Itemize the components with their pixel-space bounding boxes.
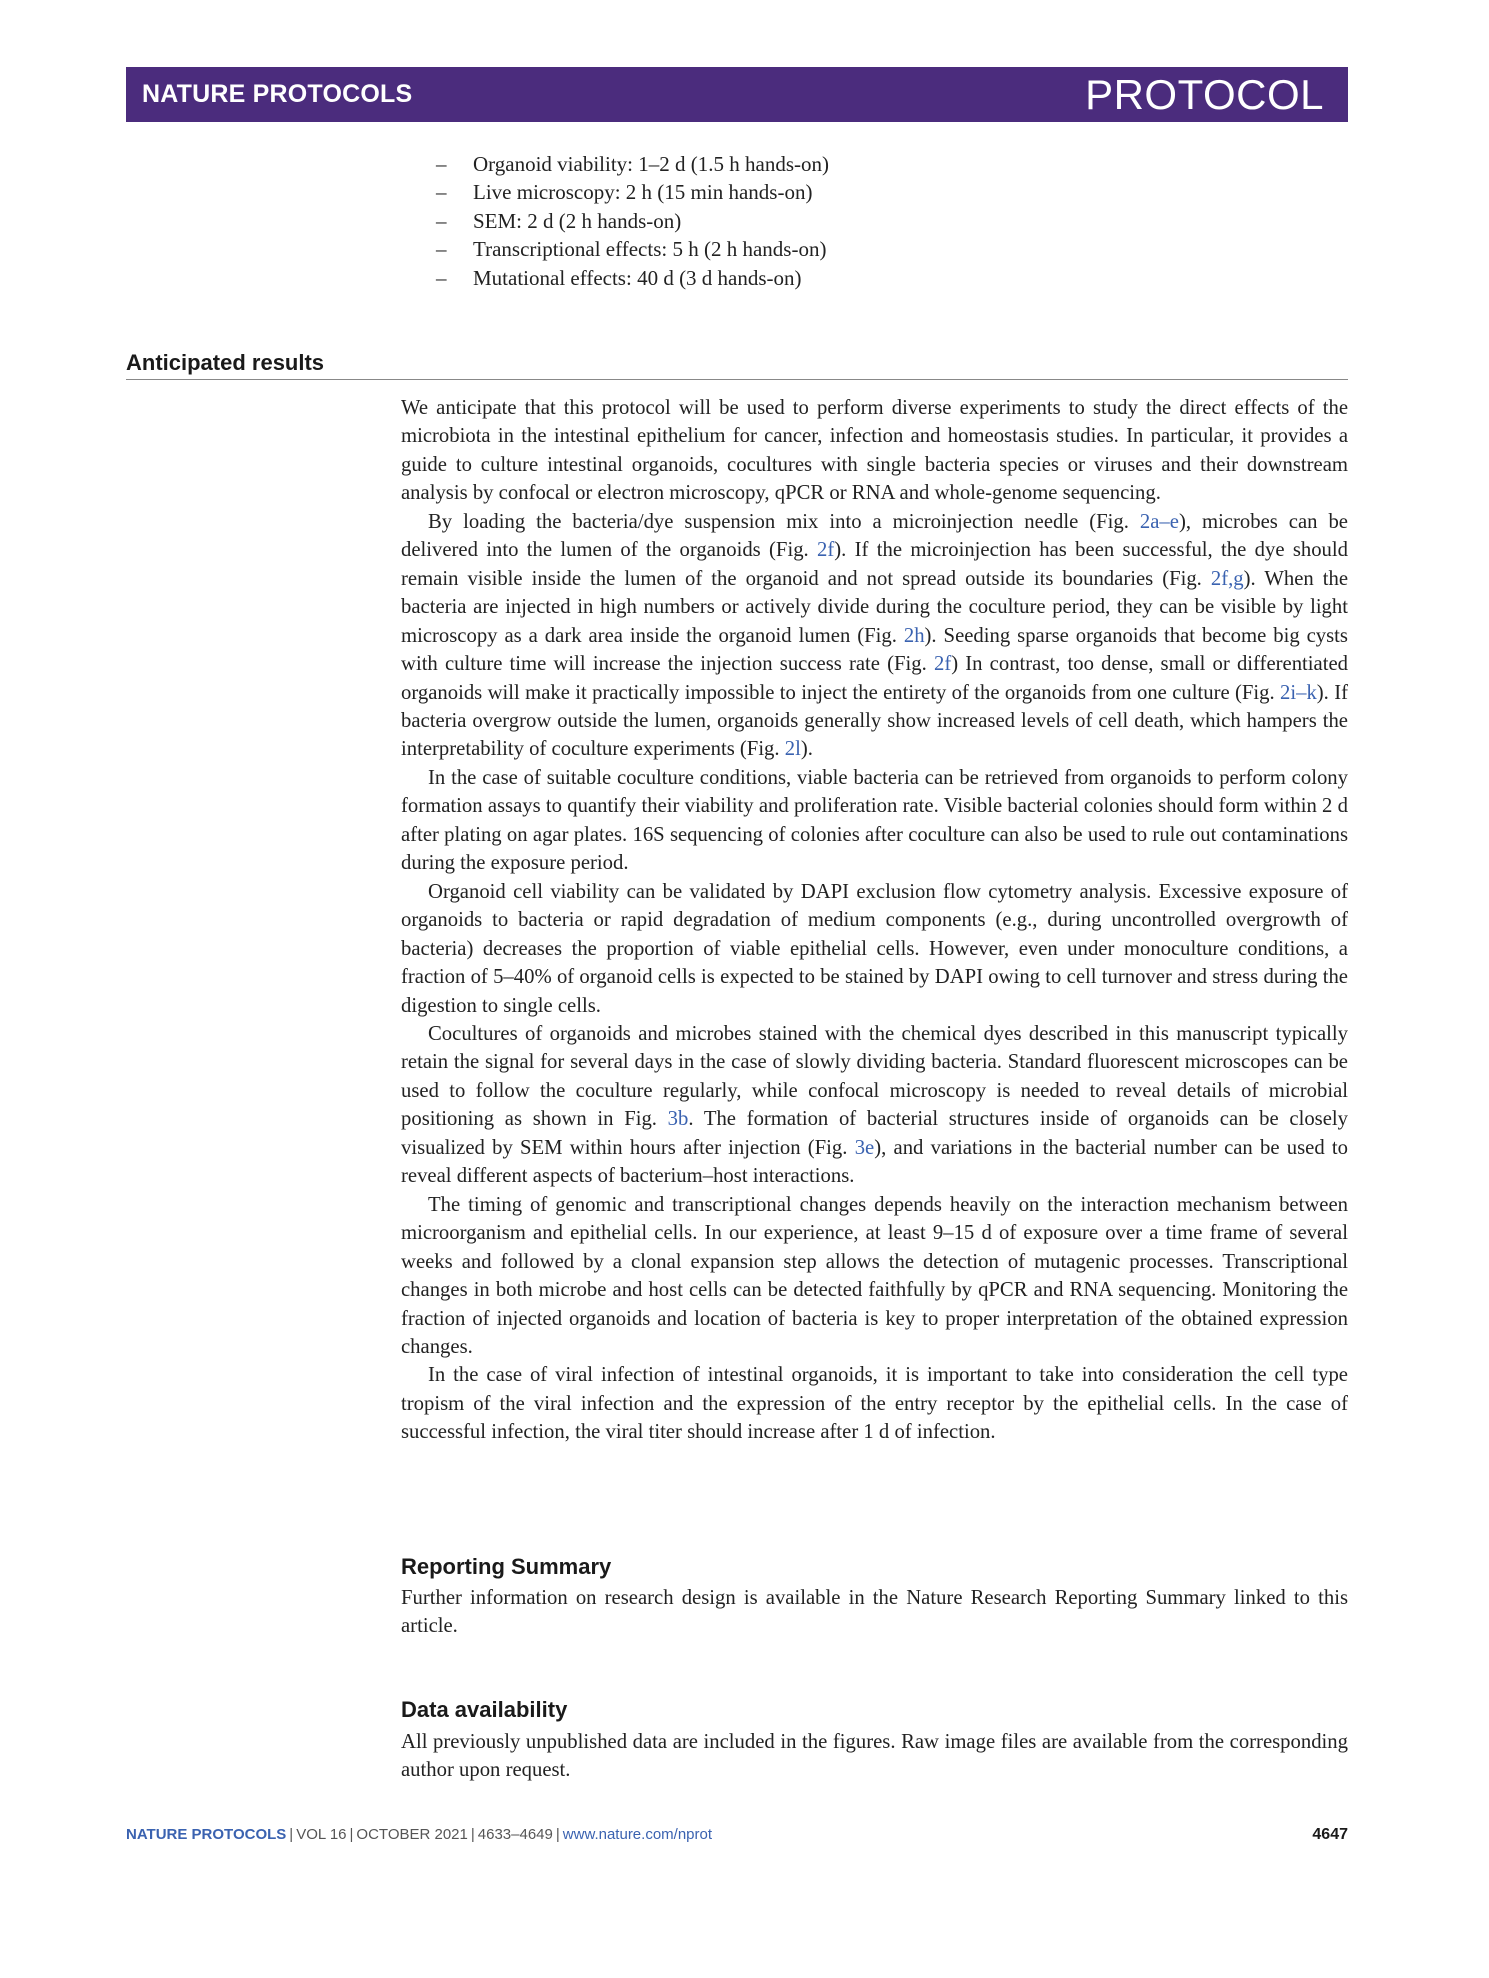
list-dash: – [436,180,447,205]
data-availability-heading: Data availability [401,1697,568,1722]
footer-journal: NATURE PROTOCOLS [126,1826,287,1843]
list-dash: – [436,152,447,176]
list-item [428,207,829,235]
timing-item-text: Live microscopy: 2 h (15 min hands-on) [473,180,813,205]
paragraph-cell-viability: Organoid cell viability can be validated by DAPI exclusion flow cytometry analysis. Excessive exposure of organoids to bacteria or rapid degradation of medium components (e.g., during uncontrolled overgrowth of bacteria) decreases the proportion of viable epithelial cells. However, even under monoculture conditions, a fraction of 5–40% of organoid cells is expected to be stained by DAPI owing to cell turnover and stress during the digestion to single cells. [401,880,1348,1017]
figure-link-2f-second[interactable]: 2f [933,653,952,676]
list-dash: – [436,208,447,233]
footer-citation [126,1826,712,1843]
article-type: PROTOCOL [1085,70,1324,118]
text-run: ). Seeding sparse organoids that become big cysts with culture time will increase the injection success rate (Fig. [401,624,1348,676]
text-run: ). [800,738,813,761]
text-run: ) In contrast, too dense, small or differentiated organoids will make it practically impossible to inject the entirety of the organoids from one culture (Fig. [401,653,1348,704]
list-dash: – [436,265,447,290]
page-number: 4647 [1312,1826,1348,1843]
timing-item-text: Transcriptional effects: 5 h (2 h hands-on) [473,237,827,262]
paragraph-dyes-microscopy [401,1020,1348,1191]
timing-item-text: Organoid viability: 1–2 d (1.5 h hands-on) [473,152,829,176]
reporting-summary-heading: Reporting Summary [401,1554,612,1579]
figure-link-3b[interactable]: 3b [667,1108,689,1131]
figure-link-3e[interactable]: 3e [854,1136,875,1159]
footer-pages: 4633–4649 [477,1826,553,1843]
reporting-summary-text: Further information on research design is available in the Nature Research Reporting Summary linked to this article. [401,1587,1348,1638]
footer-date: OCTOBER 2021 [356,1826,468,1843]
list-item [428,178,829,206]
timing-item-text: SEM: 2 d (2 h hands-on) [473,208,682,233]
text-run: . The formation of bacterial structures inside of organoids can be closely visualized by SEM within hours after injection (Fig. [401,1108,1348,1159]
paragraph-viral-infection: In the case of viral infection of intestinal organoids, it is important to take into consideration the cell type tropism of the viral infection and the expression of the entry receptor by the epithelial cells. In the case of successful infection, the viral titer should increase after 1 d of infection. [401,1364,1348,1444]
text-run: ), microbes can be delivered into the lumen of the organoids (Fig. [401,510,1348,562]
paragraph-genomic-timing: The timing of genomic and transcriptional changes depends heavily on the interaction mechanism between microorganism and epithelial cells. In our experience, at least 9–15 d of exposure over a time frame of several weeks and followed by a clonal expansion step allows the detection of mutagenic processes. Transcriptional changes in both microbe and host cells can be detected faithfully by qPCR and RNA sequencing. Monitoring the fraction of injected organoids and location of bacteria is key to proper interpretation of the obtained expression changes. [401,1193,1348,1358]
journal-name: NATURE PROTOCOLS [142,80,413,108]
list-item [428,264,829,292]
list-dash: – [436,237,447,262]
timing-list [428,150,829,292]
figure-link-2h[interactable]: 2h [903,624,925,647]
paragraph-intro: We anticipate that this protocol will be used to perform diverse experiments to study the direct effects of the microbiota in the intestinal epithelium for cancer, infection and homeostasis studies. In particular, it provides a guide to culture intestinal organoids, cocultures with single bacteria species or viruses and their downstream analysis by confocal or electron microscopy, qPCR or RNA and whole-genome sequencing. [401,397,1348,505]
reporting-summary-body [401,1584,1348,1641]
journal-header-bar [126,67,1348,122]
footer-separator: | [289,1826,294,1843]
figure-link-2f-g[interactable]: 2f,g [1210,567,1244,590]
figure-link-2i-k[interactable]: 2i–k [1280,681,1317,704]
paragraph-coculture-conditions: In the case of suitable coculture conditions, viable bacteria can be retrieved from organoids to perform colony formation assays to quantify their viability and proliferation rate. Visible bacterial colonies should form within 2 d after plating on agar plates. 16S sequencing of colonies after coculture can also be used to rule out contaminations during the exposure period. [401,766,1348,875]
footer-separator: | [349,1826,354,1843]
timing-item-text: Mutational effects: 40 d (3 d hands-on) [473,265,802,290]
section-heading-anticipated-results: Anticipated results [126,350,1348,380]
data-availability-text: All previously unpublished data are included in the figures. Raw image files are available from the corresponding author upon request. [401,1731,1348,1782]
footer-separator: | [470,1826,475,1843]
footer-volume: VOL 16 [296,1826,347,1843]
figure-link-2f[interactable]: 2f [817,539,835,562]
text-run: ). If bacteria overgrow outside the lumen, organoids generally show increased levels of cell death, which hampers the interpretability of coculture experiments (Fig. [401,681,1348,761]
list-item [428,235,829,263]
text-run: Cocultures of organoids and microbes stained with the chemical dyes described in this manuscript typically retain the signal for several days in the case of slowly dividing bacteria. Standard fluorescent microscopes can be used to follow the coculture regularly, while confocal microscopy is needed to reveal details of microbial positioning as shown in Fig. [401,1022,1348,1131]
text-run: ), and variations in the bacterial number can be used to reveal different aspects of bacterium–host interactions. [401,1136,1348,1188]
text-run: ). If the microinjection has been successful, the dye should remain visible inside the lumen of the organoid and not spread outside its boundaries (Fig. [401,539,1348,590]
page-footer [126,1826,1348,1844]
text-run: ). When the bacteria are injected in high numbers or actively divide during the coculture period, they can be visible by light microscopy as a dark area inside the organoid lumen (Fig. [401,567,1349,647]
data-availability-body [401,1728,1348,1785]
list-item [428,150,829,178]
text-run: By loading the bacteria/dye suspension mix into a microinjection needle (Fig. [428,510,1140,533]
figure-link-2l[interactable]: 2l [784,738,801,761]
footer-separator: | [555,1826,560,1843]
anticipated-results-body [401,394,1348,1447]
paragraph-microinjection [401,508,1348,764]
footer-url-link[interactable]: www.nature.com/nprot [562,1826,713,1843]
figure-link-2a-e[interactable]: 2a–e [1139,510,1179,533]
